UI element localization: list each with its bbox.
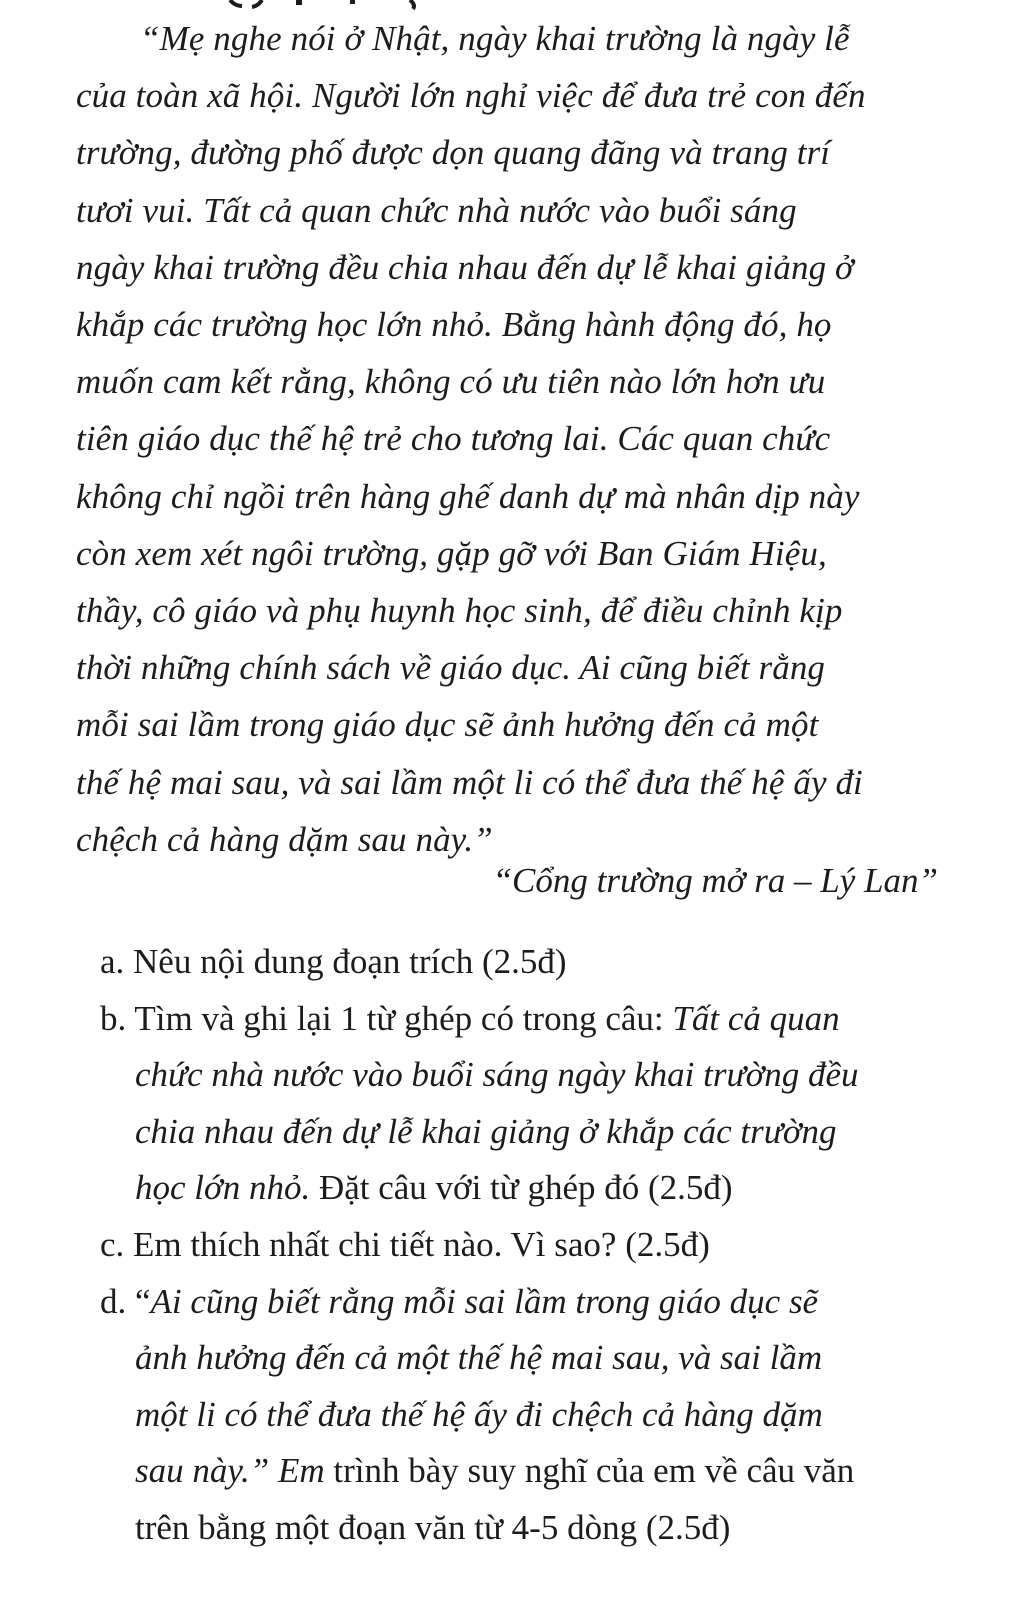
question-b-quote: chức nhà nước vào buổi sáng ngày khai trường đều: [135, 1055, 859, 1095]
passage-line: “Mẹ nghe nói ở Nhật, ngày khai trường là ngày lễ: [140, 19, 850, 58]
passage-line: thầy, cô giáo và phụ huynh học sinh, để điều chỉnh kịp: [76, 591, 843, 631]
passage-line: chệch cả hàng dặm sau này.”: [76, 819, 493, 859]
passage-line: tươi vui. Tất cả quan chức nhà nước vào buổi sáng: [76, 190, 797, 230]
question-d-quote: Ai cũng biết rằng mỗi sai lầm trong giáo dục sẽ: [150, 1281, 819, 1321]
question-d-quote: sau này.”: [135, 1451, 270, 1491]
passage-line: của toàn xã hội. Người lớn nghỉ việc để đưa trẻ con đến: [76, 76, 866, 116]
question-b-prefix: b. Tìm và ghi lại 1 từ ghép có trong câu:: [100, 998, 673, 1038]
passage-excerpt: [76, 10, 976, 868]
question-d-line-5: trên bằng một đoạn văn từ 4-5 dòng (2.5đ): [135, 1507, 731, 1547]
passage-line: tiên giáo dục thế hệ trẻ cho tương lai. Các quan chức: [76, 419, 831, 459]
passage-line: còn xem xét ngôi trường, gặp gỡ với Ban Giám Hiệu,: [76, 533, 827, 573]
question-b-quote: chia nhau đến dự lễ khai giảng ở khắp các trường: [135, 1111, 837, 1151]
question-b-quote: Tất cả quan: [672, 998, 840, 1038]
question-c-text: c. Em thích nhất chi tiết nào. Vì sao? (2.5đ): [100, 1224, 710, 1264]
question-b: [100, 991, 980, 1217]
passage-line: mỗi sai lầm trong giáo dục sẽ ảnh hưởng đến cả một: [76, 705, 819, 745]
question-d: [100, 1274, 980, 1557]
question-b-line-4: [100, 1160, 980, 1217]
question-c: [100, 1217, 980, 1274]
question-b-line-1: [100, 991, 980, 1048]
passage-line: trường, đường phố được dọn quang đãng và trang trí: [76, 133, 831, 173]
question-b-suffix: Đặt câu với từ ghép đó (2.5đ): [310, 1168, 733, 1208]
question-d-quote: một li có thể đưa thế hệ ấy đi chệch cả hàng dặm: [135, 1394, 823, 1434]
passage-line: thế hệ mai sau, và sai lầm một li có thể đưa thế hệ ấy đi: [76, 762, 863, 802]
passage-line: thời những chính sách về giáo dục. Ai cũng biết rằng: [76, 648, 826, 688]
source-citation: “Cổng trường mở ra – Lý Lan”: [492, 861, 938, 900]
passage-line: ngày khai trường đều chia nhau đến dự lễ khai giảng ở: [76, 247, 854, 287]
question-list: [100, 934, 980, 1557]
question-a-text: a. Nêu nội dung đoạn trích (2.5đ): [100, 942, 567, 981]
passage-line: khắp các trường học lớn nhỏ. Bằng hành động đó, họ: [76, 305, 832, 345]
question-a: [100, 934, 980, 991]
question-d-line-4: [100, 1443, 980, 1500]
passage-line: muốn cam kết rằng, không có ưu tiên nào lớn hơn ưu: [76, 362, 826, 402]
question-d-suffix: trình bày suy nghĩ của em về câu văn: [324, 1451, 855, 1491]
question-d-quote: ảnh hưởng đến cả một thế hệ mai sau, và sai lầm: [135, 1338, 823, 1378]
question-d-prefix: d. “: [100, 1281, 151, 1321]
passage-line: không chỉ ngồi trên hàng ghế danh dự mà nhân dịp này: [76, 476, 860, 516]
question-d-mid: Em: [269, 1451, 325, 1491]
question-b-quote: học lớn nhỏ.: [135, 1168, 311, 1208]
question-d-line-1: [100, 1274, 980, 1331]
